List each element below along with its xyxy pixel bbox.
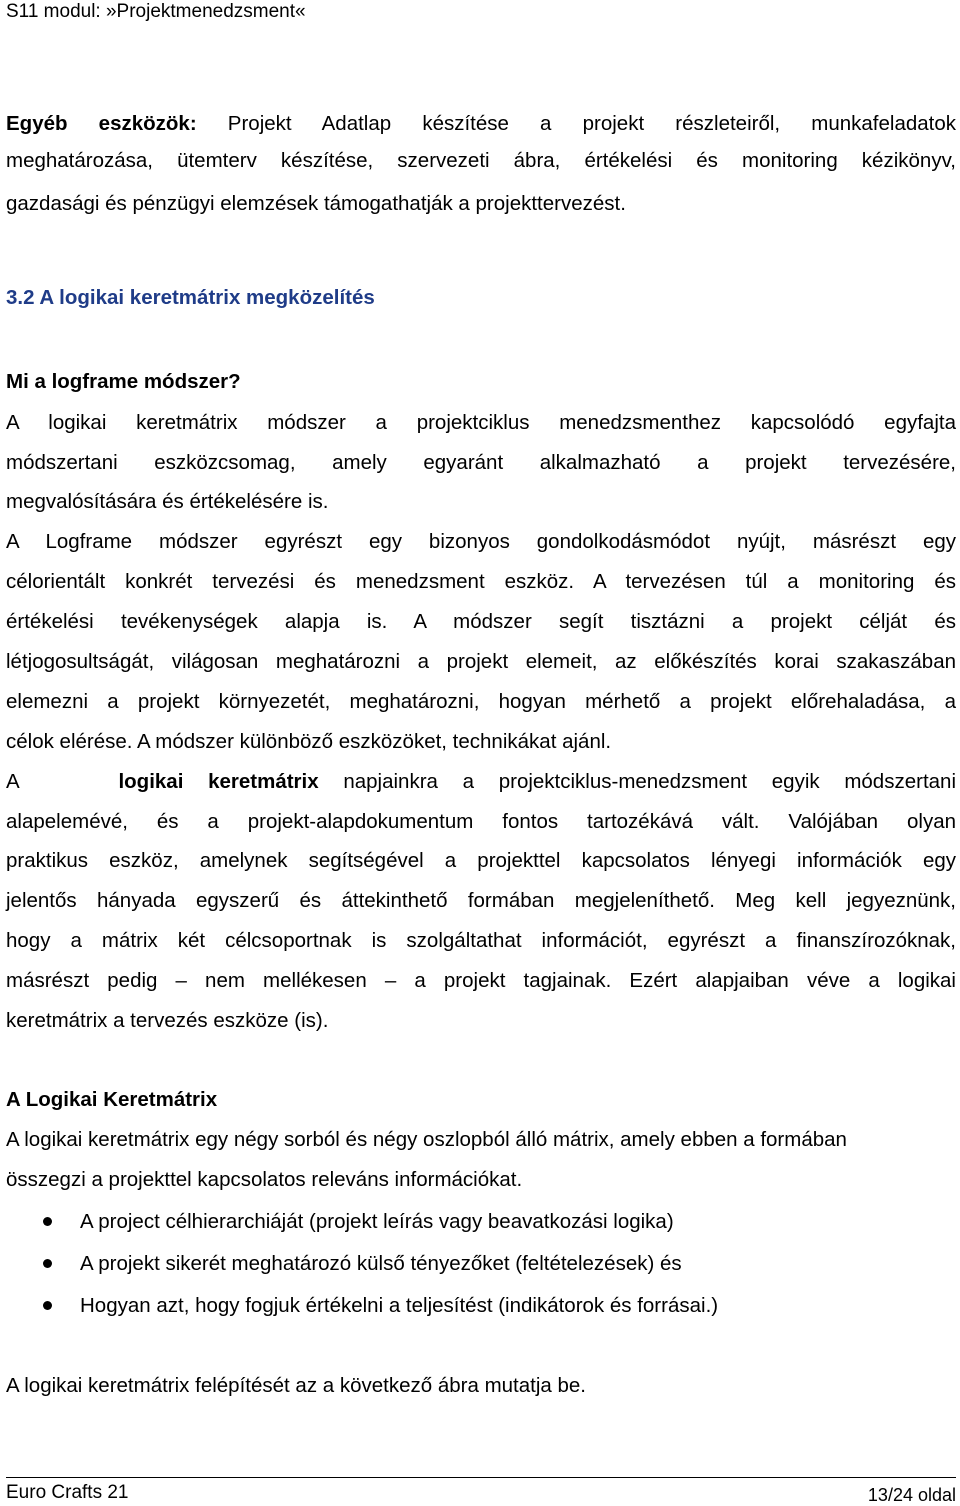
intro-line-1-text: Projekt Adatlap készítése a projekt részleteiről, munkafeladatok [196, 112, 956, 135]
bullet-list [6, 1201, 956, 1327]
p4-line-1: A logikai keretmátrix egy négy sorból és négy oszlopból álló mátrix, amely ebben a formában [6, 1128, 847, 1151]
section-heading: 3.2 A logikai keretmátrix megközelítés [6, 286, 375, 309]
p4-line-2: összegzi a projekttel kapcsolatos releváns információkat. [6, 1168, 523, 1191]
p2-line-5: elemezni a projekt környezetét, meghatározni, hogyan mérhető a projekt előrehaladása, a [6, 690, 956, 713]
p2-line-2: célorientált konkrét tervezési és menedzsment eszköz. A tervezésen túl a monitoring és [6, 570, 956, 593]
p3-first-word: A [6, 770, 20, 793]
list-item-text: A projekt sikerét meghatározó külső tényezőket (feltételezések) és [80, 1252, 682, 1275]
list-item [6, 1201, 956, 1243]
p3-line-5: hogy a mátrix két célcsoportnak is szolgáltathat információt, egyrészt a finanszírozóknak, [6, 929, 956, 952]
footer-page-number: 13/24 oldal [867, 1485, 956, 1505]
list-item-text: Hogyan azt, hogy fogjuk értékelni a teljesítést (indikátorok és forrásai.) [80, 1294, 719, 1317]
bullet-icon [43, 1259, 52, 1268]
p3-line-1-rest: napjainkra a projektciklus-menedzsment egyik módszertani [318, 770, 956, 793]
p1-line-1: A logikai keretmátrix módszer a projektciklus menedzsmenthez kapcsolódó egyfajta [6, 411, 956, 434]
intro-line-3: gazdasági és pénzügyi elemzések támogathatják a projekttervezést. [6, 192, 626, 215]
p3-line-7: keretmátrix a tervezés eszköze (is). [6, 1009, 329, 1032]
p3-line-3: praktikus eszköz, amelynek segítségével a projekttel kapcsolatos lényegi információk egy [6, 849, 956, 872]
p2-line-6: célok elérése. A módszer különböző eszközöket, technikákat ajánl. [6, 730, 612, 753]
intro-lead: Egyéb eszközök: [6, 112, 197, 135]
p3-line-6: másrészt pedig – nem mellékesen – a projekt tagjainak. Ezért alapjaiban véve a logikai [6, 969, 956, 992]
intro-line-1 [6, 104, 956, 144]
p1-line-2: módszertani eszközcsomag, amely egyaránt alkalmazható a projekt tervezésére, [6, 451, 956, 474]
question-heading: Mi a logframe módszer? [6, 370, 241, 393]
p3-line-1 [6, 762, 956, 802]
list-item-text: A project célhierarchiáját (projekt leírás vagy beavatkozási logika) [80, 1210, 674, 1233]
p2-line-4: létjogosultságát, világosan meghatározni a projekt elemeit, az előkészítés korai szakaszában [6, 650, 956, 673]
p1-line-3: megvalósítására és értékelésére is. [6, 490, 329, 513]
p2-line-3: értékelési tevékenységek alapja is. A módszer segít tisztázni a projekt célját és [6, 610, 956, 633]
bullet-icon [43, 1301, 52, 1310]
bullet-icon [43, 1217, 52, 1226]
footer-organization: Euro Crafts 21 [6, 1482, 129, 1503]
subsection-heading: A Logikai Keretmátrix [6, 1088, 218, 1111]
page-header-title: S11 modul: »Projektmenedzsment« [6, 1, 306, 22]
p3-line-4: jelentős hányada egyszerű és áttekinthető formában megjeleníthető. Meg kell jegyeznünk, [6, 889, 956, 912]
p3-line-2: alapelemévé, és a projekt-alapdokumentum fontos tartozékává vált. Valójában olyan [6, 810, 956, 833]
list-item [6, 1285, 956, 1327]
closing-sentence: A logikai keretmátrix felépítését az a következő ábra mutatja be. [6, 1374, 586, 1397]
p2-line-1: A Logframe módszer egyrészt egy bizonyos gondolkodásmódot nyújt, másrészt egy [6, 530, 956, 553]
p3-keyword: logikai keretmátrix [118, 770, 319, 793]
footer-divider [6, 1477, 956, 1478]
intro-line-2: meghatározása, ütemterv készítése, szervezeti ábra, értékelési és monitoring kézikönyv, [6, 149, 956, 172]
list-item [6, 1243, 956, 1285]
